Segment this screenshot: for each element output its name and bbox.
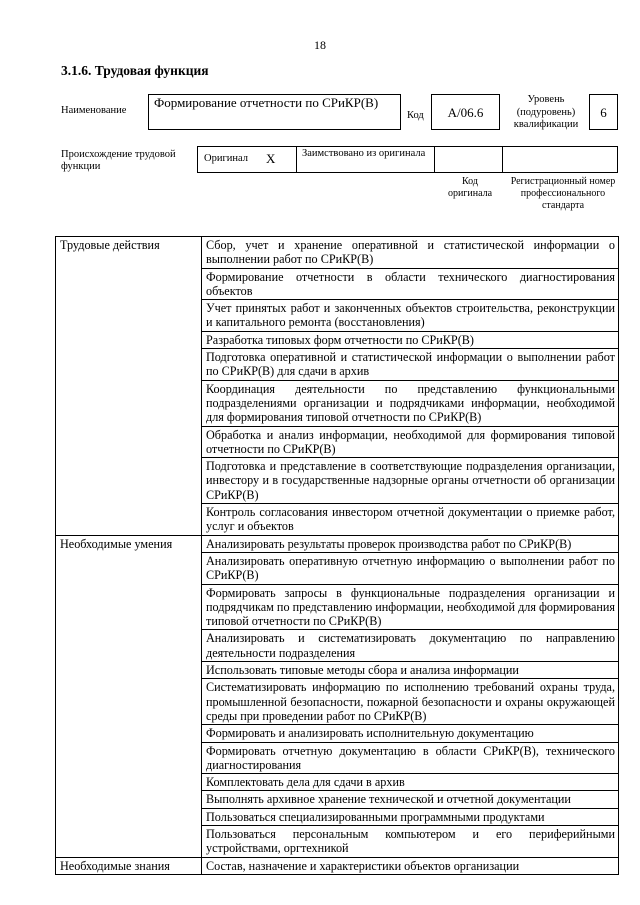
table-cell: Анализировать и систематизировать документацию по направлению деятельности подразделения <box>202 630 619 662</box>
origin-divider-1 <box>296 146 297 173</box>
table-cell: Контроль согласования инвестором отчетной документации о приемке работ, услуг и объектов <box>202 504 619 536</box>
table-cell: Обработка и анализ информации, необходимой для формирования типовой отчетности по СРиКР(В) <box>202 426 619 458</box>
name-label: Наименование <box>61 105 127 116</box>
code-original-label: Код оригинала <box>447 176 493 199</box>
table-cell: Комплектовать дела для сдачи в архив <box>202 774 619 791</box>
section-heading: Необходимые знания <box>56 857 202 874</box>
table-cell: Сбор, учет и хранение оперативной и статистической информации о выполнении работ по СРиКР(В) <box>202 237 619 269</box>
table-row <box>56 535 619 552</box>
table-cell: Пользоваться персональным компьютером и его периферийными устройствами, оргтехникой <box>202 825 619 857</box>
section-title: 3.1.6. Трудовая функция <box>61 63 209 78</box>
section-heading: Необходимые умения <box>56 535 202 857</box>
function-table <box>55 236 619 875</box>
table-cell: Использовать типовые методы сбора и анализа информации <box>202 662 619 679</box>
section-heading: Трудовые действия <box>56 237 202 536</box>
level-label: Уровень (подуровень) квалификации <box>513 94 579 130</box>
function-name-box: Формирование отчетности по СРиКР(В) <box>148 94 401 130</box>
code-label: Код <box>407 110 424 121</box>
table-cell: Учет принятых работ и законченных объектов строительства, реконструкции и капитального ремонта (восстановления) <box>202 300 619 332</box>
origin-label: Происхождение трудовой функции <box>61 149 176 172</box>
table-cell: Подготовка и представление в соответствующие подразделения организации, инвестору и в государственные надзорные органы отчетности об организации СРиКР(В) <box>202 458 619 504</box>
table-row <box>56 237 619 269</box>
table-cell: Пользоваться специализированными программными продуктами <box>202 808 619 825</box>
table-cell: Выполнять архивное хранение технической и отчетной документации <box>202 791 619 808</box>
table-cell: Состав, назначение и характеристики объектов организации <box>202 857 619 874</box>
level-value-box: 6 <box>589 94 618 130</box>
table-cell: Формирование отчетности в области технического диагностирования объектов <box>202 268 619 300</box>
table-cell: Разработка типовых форм отчетности по СРиКР(В) <box>202 331 619 348</box>
origin-divider-3 <box>502 146 503 173</box>
table-cell: Формировать запросы в функциональные подразделения организации и подрядчикам по представлению информации, необходимой для формирования типовой отчетности по СРиКР(В) <box>202 584 619 630</box>
table-cell: Координация деятельности по представлению функциональными подразделениями организации и подрядчиками информации, необходимой для формирования типовой отчетности по СРиКР(В) <box>202 380 619 426</box>
origin-divider-2 <box>434 146 435 173</box>
table-cell: Формировать отчетную документацию в области СРиКР(В), технического диагностирования <box>202 742 619 774</box>
table-cell: Анализировать результаты проверок производства работ по СРиКР(В) <box>202 535 619 552</box>
borrowed-label: Заимствовано из оригинала <box>302 148 426 159</box>
table-cell: Систематизировать информацию по исполнению требований охраны труда, промышленной безопасности, пожарной безопасности и охраны окружающей среды при проведении работ по СРиКР(В) <box>202 679 619 725</box>
original-mark: X <box>266 151 276 166</box>
code-value-box: A/06.6 <box>431 94 500 130</box>
table-cell: Формировать и анализировать исполнительную документацию <box>202 725 619 742</box>
reg-number-label: Регистрационный номер профессионального стандарта <box>510 176 616 211</box>
table-cell: Анализировать оперативную отчетную информацию о выполнении работ по СРиКР(В) <box>202 552 619 584</box>
table-cell: Подготовка оперативной и статистической информации о выполнении работ по СРиКР(В) для сдачи в архив <box>202 349 619 381</box>
page-number: 18 <box>314 38 326 52</box>
original-label: Оригинал <box>204 153 248 164</box>
table-row <box>56 857 619 874</box>
